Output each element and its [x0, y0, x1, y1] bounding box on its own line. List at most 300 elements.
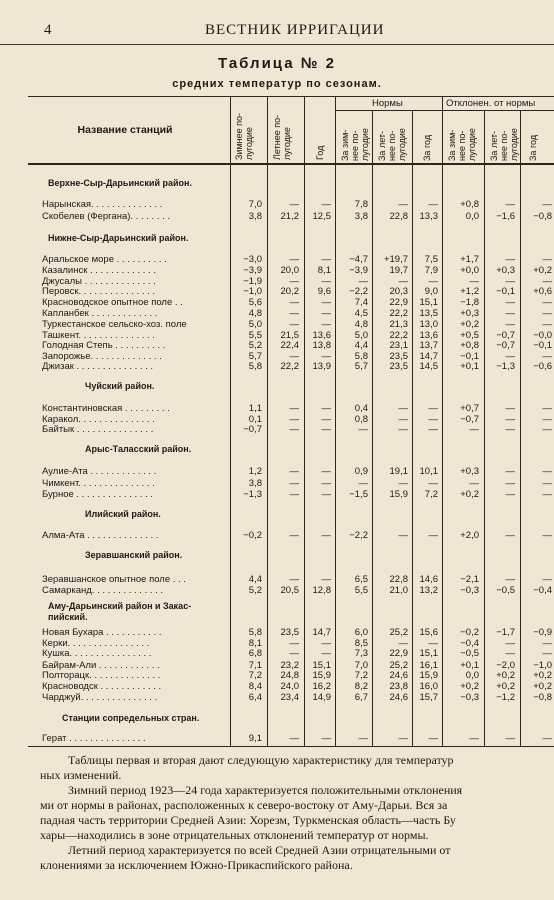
table-cell: — [321, 530, 331, 541]
paragraph-line: клонениями за исключением Южно-Прикаспийского района. [40, 858, 353, 872]
table-cell: 8,1 [248, 638, 262, 649]
region-heading: Станции сопредельных стран. [62, 713, 200, 723]
table-cell: — [321, 297, 331, 308]
table-cell: 3,8 [354, 211, 368, 222]
table-cell: — [542, 530, 552, 541]
col-header-dev-summer: За лет- нее по- лугодие [489, 128, 519, 161]
table-cell: — [321, 638, 331, 649]
header-bottom-rule [28, 163, 554, 165]
station-name: Кушка. . . . . . . . . . . . . . . . [42, 648, 152, 659]
table-cell: — [542, 403, 552, 414]
table-cell: — [289, 574, 299, 585]
table-cell: 9,0 [424, 286, 438, 297]
table-cell: 0,0 [465, 211, 479, 222]
table-cell: — [505, 733, 515, 744]
col-header-dev-year: За год [528, 134, 538, 161]
table-cell: 5,7 [248, 351, 262, 362]
table-cell: — [398, 733, 408, 744]
table-cell: 19,7 [389, 265, 408, 276]
table-row [0, 424, 554, 436]
table-cell: 5,8 [248, 627, 262, 638]
table-cell: 0,1 [248, 414, 262, 425]
table-cell: — [289, 403, 299, 414]
table-cell: — [398, 638, 408, 649]
table-row [0, 489, 554, 501]
table-cell: 22,9 [389, 648, 408, 659]
table-cell: −0,1 [533, 340, 552, 351]
station-name: Константиновская . . . . . . . . . [42, 403, 170, 414]
table-cell: — [289, 199, 299, 210]
table-cell: — [542, 466, 552, 477]
table-cell: +0,8 [460, 340, 479, 351]
region-heading: Зеравшанский район. [85, 550, 183, 560]
table-cell: — [289, 478, 299, 489]
table-cell: −0,8 [533, 211, 552, 222]
table-cell: −2,2 [349, 286, 368, 297]
station-name: Самарканд. . . . . . . . . . . . . . [42, 585, 164, 596]
table-cell: 8,1 [317, 265, 331, 276]
table-subtitle: средних температур по сезонам. [172, 78, 382, 90]
table-row [0, 361, 554, 373]
table-cell: 4,5 [354, 308, 368, 319]
table-cell: +2,0 [460, 530, 479, 541]
table-cell: +0,1 [460, 660, 479, 671]
table-cell: — [398, 530, 408, 541]
col-header-norm-winter: За зим- нее по- лугодие [340, 128, 370, 161]
table-cell: 20,0 [280, 265, 299, 276]
table-cell: — [428, 530, 438, 541]
table-cell: — [289, 648, 299, 659]
table-cell: +0,2 [460, 681, 479, 692]
table-cell: +0,6 [533, 286, 552, 297]
table-cell: 22,2 [280, 361, 299, 372]
col-header-winter: Зимнее по- лугодие [234, 112, 254, 160]
station-name: Джизак . . . . . . . . . . . . . . . [42, 361, 154, 372]
table-cell: −0,2 [460, 627, 479, 638]
table-cell: 16,1 [419, 660, 438, 671]
table-cell: — [505, 574, 515, 585]
station-name: Чарджуй. . . . . . . . . . . . . . . [42, 692, 158, 703]
col-header-norm-year: За год [422, 134, 432, 161]
table-cell: — [505, 199, 515, 210]
table-row [0, 199, 554, 211]
table-cell: — [469, 478, 479, 489]
station-name: Керки. . . . . . . . . . . . . . . . [42, 638, 150, 649]
table-cell: +0,2 [460, 489, 479, 500]
table-cell: 9,6 [317, 286, 331, 297]
table-cell: 22,2 [389, 308, 408, 319]
table-cell: 13,8 [312, 340, 331, 351]
table-cell: — [289, 424, 299, 435]
table-cell: — [542, 648, 552, 659]
table-cell: 14,9 [312, 692, 331, 703]
table-cell: −3,9 [243, 265, 262, 276]
table-cell: 4,8 [354, 319, 368, 330]
table-cell: — [542, 276, 552, 287]
region-heading: Чуйский район. [85, 381, 155, 391]
table-cell: — [321, 489, 331, 500]
table-cell: 20,3 [389, 286, 408, 297]
region-heading: Верхне-Сыр-Дарьинский район. [48, 178, 192, 188]
table-cell: — [398, 478, 408, 489]
table-cell: 15,1 [419, 648, 438, 659]
table-cell: 13,0 [419, 319, 438, 330]
table-cell: 1,2 [248, 466, 262, 477]
table-cell: — [398, 199, 408, 210]
table-cell: — [289, 308, 299, 319]
table-cell: −0,5 [460, 648, 479, 659]
table-cell: — [289, 414, 299, 425]
table-cell: +0,7 [460, 403, 479, 414]
station-name: Бурное . . . . . . . . . . . . . . . [42, 489, 153, 500]
table-cell: 10,1 [419, 466, 438, 477]
table-cell: — [321, 254, 331, 265]
table-cell: +0,2 [460, 319, 479, 330]
station-name: Чимкент. . . . . . . . . . . . . . . [42, 478, 155, 489]
table-cell: 0,8 [354, 414, 368, 425]
table-cell: −0,9 [533, 627, 552, 638]
table-cell: 15,1 [419, 297, 438, 308]
table-cell: −1,0 [243, 286, 262, 297]
table-cell: −1,3 [496, 361, 515, 372]
table-cell: 15,1 [312, 660, 331, 671]
group-header-rule [335, 110, 554, 111]
table-cell: — [505, 319, 515, 330]
table-row [0, 733, 554, 745]
table-cell: — [505, 351, 515, 362]
station-name: Красноводское опытное поле . . [42, 297, 183, 308]
table-cell: 12,5 [312, 211, 331, 222]
table-cell: — [428, 424, 438, 435]
table-cell: −0,5 [496, 585, 515, 596]
table-cell: −0,7 [496, 330, 515, 341]
table-cell: −2,2 [349, 530, 368, 541]
table-cell: 5,0 [248, 319, 262, 330]
table-cell: — [321, 319, 331, 330]
table-cell: 15,9 [419, 670, 438, 681]
table-cell: 7,2 [424, 489, 438, 500]
table-cell: — [469, 733, 479, 744]
table-cell: 24,6 [389, 692, 408, 703]
table-cell: 22,4 [280, 340, 299, 351]
table-cell: 6,7 [354, 692, 368, 703]
station-name: Красноводск . . . . . . . . . . . . [42, 681, 162, 692]
table-cell: +0,3 [460, 308, 479, 319]
table-cell: 23,2 [280, 660, 299, 671]
table-cell: — [321, 308, 331, 319]
table-cell: 7,4 [354, 297, 368, 308]
region-heading: Нижне-Сыр-Дарьинский район. [48, 233, 189, 243]
table-cell: — [542, 638, 552, 649]
table-cell: −0,7 [496, 340, 515, 351]
table-cell: — [428, 414, 438, 425]
table-cell: 25,2 [389, 660, 408, 671]
station-name: Алма-Ата . . . . . . . . . . . . . . [42, 530, 159, 541]
table-cell: — [289, 733, 299, 744]
table-cell: — [398, 403, 408, 414]
table-cell: 21,3 [389, 319, 408, 330]
station-name: Новая Бухара . . . . . . . . . . . [42, 627, 162, 638]
table-cell: +0,1 [460, 361, 479, 372]
station-name: Полторацк. . . . . . . . . . . . . . [42, 670, 161, 681]
table-cell: +0,0 [460, 265, 479, 276]
paragraph-line: Летний период характеризуется по всей Средней Азии отрицательными от [68, 843, 451, 857]
table-cell: — [289, 489, 299, 500]
table-cell: 5,8 [248, 361, 262, 372]
table-cell: 4,4 [248, 574, 262, 585]
table-cell: — [469, 276, 479, 287]
table-cell: −1,3 [243, 489, 262, 500]
table-cell: — [398, 414, 408, 425]
norms-group-header: Нормы [372, 98, 403, 109]
table-cell: 14,7 [419, 351, 438, 362]
table-title: Таблица № 2 [218, 55, 336, 72]
table-cell: — [289, 466, 299, 477]
table-cell: +0,2 [496, 670, 515, 681]
table-cell: — [289, 254, 299, 265]
table-cell: 3,8 [248, 478, 262, 489]
table-cell: 22,2 [389, 330, 408, 341]
table-cell: 13,3 [419, 211, 438, 222]
table-cell: −2,1 [460, 574, 479, 585]
table-cell: 23,5 [389, 361, 408, 372]
station-name: Казалинск . . . . . . . . . . . . . [42, 265, 156, 276]
table-cell: — [428, 733, 438, 744]
table-cell: — [505, 466, 515, 477]
station-name: Запорожье. . . . . . . . . . . . . . [42, 351, 162, 362]
paragraph-line: хары—находились в зоне отрицательных отклонений температур от нормы. [40, 828, 429, 842]
station-name: Нарынская. . . . . . . . . . . . . . [42, 199, 163, 210]
table-cell: −1,5 [349, 489, 368, 500]
table-cell: −0,8 [533, 692, 552, 703]
table-cell: 0,0 [465, 670, 479, 681]
table-cell: 8,2 [354, 681, 368, 692]
table-cell: −0,3 [460, 585, 479, 596]
table-cell: — [321, 276, 331, 287]
table-cell: — [321, 414, 331, 425]
table-cell: 5,8 [354, 351, 368, 362]
table-cell: — [505, 414, 515, 425]
table-cell: — [321, 351, 331, 362]
table-cell: — [289, 319, 299, 330]
table-cell: −1,0 [533, 660, 552, 671]
running-head [0, 0, 554, 45]
table-cell: — [321, 199, 331, 210]
station-name: Каракол. . . . . . . . . . . . . . . [42, 414, 155, 425]
table-cell: +0,8 [460, 199, 479, 210]
table-cell: 13,2 [419, 585, 438, 596]
table-cell: — [542, 414, 552, 425]
table-cell: −3,9 [349, 265, 368, 276]
table-cell: — [505, 297, 515, 308]
table-cell: 3,8 [248, 211, 262, 222]
table-cell: 0,4 [354, 403, 368, 414]
table-cell: — [321, 648, 331, 659]
station-name: Байтык . . . . . . . . . . . . . . . [42, 424, 154, 435]
station-name: Байрам-Али . . . . . . . . . . . . [42, 660, 160, 671]
table-cell: +19,7 [383, 254, 408, 265]
table-cell: 23,5 [389, 351, 408, 362]
table-cell: 7,0 [354, 660, 368, 671]
table-cell: 6,8 [248, 648, 262, 659]
table-cell: 15,9 [389, 489, 408, 500]
table-cell: 7,1 [248, 660, 262, 671]
table-cell: — [505, 254, 515, 265]
table-cell: — [542, 424, 552, 435]
table-row [0, 530, 554, 542]
table-cell: — [505, 424, 515, 435]
table-cell: −1,6 [496, 211, 515, 222]
table-cell: — [542, 297, 552, 308]
table-cell: — [358, 276, 368, 287]
table-cell: 22,8 [389, 574, 408, 585]
region-heading: Аму-Дарьинский район и Закас- пийский. [48, 601, 192, 622]
table-cell: 24,8 [280, 670, 299, 681]
table-cell: +0,3 [460, 466, 479, 477]
table-cell: 7,9 [424, 265, 438, 276]
table-cell: −0,0 [533, 330, 552, 341]
table-cell: 22,9 [389, 297, 408, 308]
table-cell: 7,0 [248, 199, 262, 210]
paragraph-line: Зимний период 1923—24 года характеризуется положительными отклонения [68, 783, 463, 797]
table-cell: — [428, 403, 438, 414]
table-cell: — [428, 638, 438, 649]
col-header-year: Год [315, 145, 325, 160]
table-row [0, 211, 554, 223]
table-cell: 15,7 [419, 692, 438, 703]
table-cell: — [428, 199, 438, 210]
table-cell: −4,7 [349, 254, 368, 265]
table-cell: 8,5 [354, 638, 368, 649]
table-cell: 23,5 [280, 627, 299, 638]
table-cell: 7,5 [424, 254, 438, 265]
paragraph-line: ми от нормы в районах, расположенных к северо-востоку от Аму-Дарьи. Вся за [40, 798, 448, 812]
table-cell: 24,0 [280, 681, 299, 692]
region-heading: Илийский район. [85, 509, 161, 519]
station-name: Джусалы . . . . . . . . . . . . . . [42, 276, 156, 287]
table-cell: — [321, 733, 331, 744]
paragraph-line: ных изменений. [40, 768, 122, 782]
table-cell: — [542, 351, 552, 362]
table-bottom-rule [28, 746, 554, 747]
table-cell: −3,0 [243, 254, 262, 265]
table-cell: — [505, 648, 515, 659]
table-cell: — [505, 530, 515, 541]
table-cell: — [289, 351, 299, 362]
table-cell: 7,8 [354, 199, 368, 210]
station-name: Голодная Степь . . . . . . . . . . [42, 340, 166, 351]
station-name: Аулие-Ата . . . . . . . . . . . . . [42, 466, 157, 477]
table-cell: — [428, 478, 438, 489]
table-cell: −1,2 [496, 692, 515, 703]
table-cell: −0,6 [533, 361, 552, 372]
table-cell: — [505, 308, 515, 319]
table-cell: — [542, 319, 552, 330]
table-cell: +1,2 [460, 286, 479, 297]
station-name: Туркестанское сельско-хоз. поле [42, 319, 187, 330]
table-cell: 25,2 [389, 627, 408, 638]
table-cell: 6,5 [354, 574, 368, 585]
table-cell: −0,7 [460, 414, 479, 425]
table-cell: — [542, 574, 552, 585]
table-cell: 4,4 [354, 340, 368, 351]
table-cell: 23,4 [280, 692, 299, 703]
table-cell: 5,6 [248, 297, 262, 308]
table-top-rule [28, 96, 554, 97]
table-cell: 13,6 [312, 330, 331, 341]
table-cell: 23,1 [389, 340, 408, 351]
table-cell: −1,8 [460, 297, 479, 308]
table-cell: 5,7 [354, 361, 368, 372]
table-cell: −2,0 [496, 660, 515, 671]
table-cell: −0,4 [460, 638, 479, 649]
table-cell: +0,5 [460, 330, 479, 341]
table-cell: — [289, 530, 299, 541]
station-name: Аральское море . . . . . . . . . . [42, 254, 167, 265]
journal-title: ВЕСТНИК ИРРИГАЦИИ [205, 22, 385, 38]
station-name: Ташкент. . . . . . . . . . . . . . . [42, 330, 155, 341]
table-cell: 1,1 [248, 403, 262, 414]
table-cell: 7,3 [354, 648, 368, 659]
table-cell: 8,4 [248, 681, 262, 692]
table-cell: +0,2 [533, 265, 552, 276]
table-cell: −0,4 [533, 585, 552, 596]
table-cell: 5,0 [354, 330, 368, 341]
col-header-summer: Летнее по- лугодие [272, 114, 292, 160]
table-cell: — [398, 424, 408, 435]
table-cell: 13,6 [419, 330, 438, 341]
deviations-group-header: Отклонен. от нормы [446, 98, 536, 109]
table-cell: — [358, 478, 368, 489]
table-cell: 16,2 [312, 681, 331, 692]
table-cell: 9,1 [248, 733, 262, 744]
table-cell: +0,3 [496, 265, 515, 276]
table-cell: 7,2 [354, 670, 368, 681]
table-cell: 19,1 [389, 466, 408, 477]
table-cell: +1,7 [460, 254, 479, 265]
table-cell: 15,6 [419, 627, 438, 638]
table-cell: 22,8 [389, 211, 408, 222]
col-header-dev-winter: За зим- нее по- лугодие [447, 128, 477, 161]
table-cell: 6,4 [248, 692, 262, 703]
table-cell: 21,2 [280, 211, 299, 222]
table-cell: — [428, 276, 438, 287]
table-cell: — [505, 638, 515, 649]
paragraph-line: Таблицы первая и вторая дают следующую характеристику для температур [68, 753, 454, 767]
table-cell: −1,9 [243, 276, 262, 287]
table-row [0, 466, 554, 478]
table-cell: 21,0 [389, 585, 408, 596]
table-row [0, 648, 554, 660]
station-name: Перовск. . . . . . . . . . . . . . . [42, 286, 156, 297]
table-cell: — [358, 733, 368, 744]
table-cell: 14,7 [312, 627, 331, 638]
table-cell: 13,7 [419, 340, 438, 351]
table-cell: — [505, 276, 515, 287]
table-cell: 13,9 [312, 361, 331, 372]
table-cell: — [358, 424, 368, 435]
table-cell: 12,8 [312, 585, 331, 596]
table-cell: 6,0 [354, 627, 368, 638]
table-cell: — [542, 254, 552, 265]
station-name: Зеравшанское опытное поле . . . [42, 574, 186, 585]
station-name: Скобелев (Фергана). . . . . . . . [42, 211, 170, 222]
region-heading: Арыс-Таласский район. [85, 444, 192, 454]
table-cell: 14,5 [419, 361, 438, 372]
table-cell: — [321, 403, 331, 414]
table-cell: — [321, 478, 331, 489]
table-cell: +0,2 [533, 670, 552, 681]
